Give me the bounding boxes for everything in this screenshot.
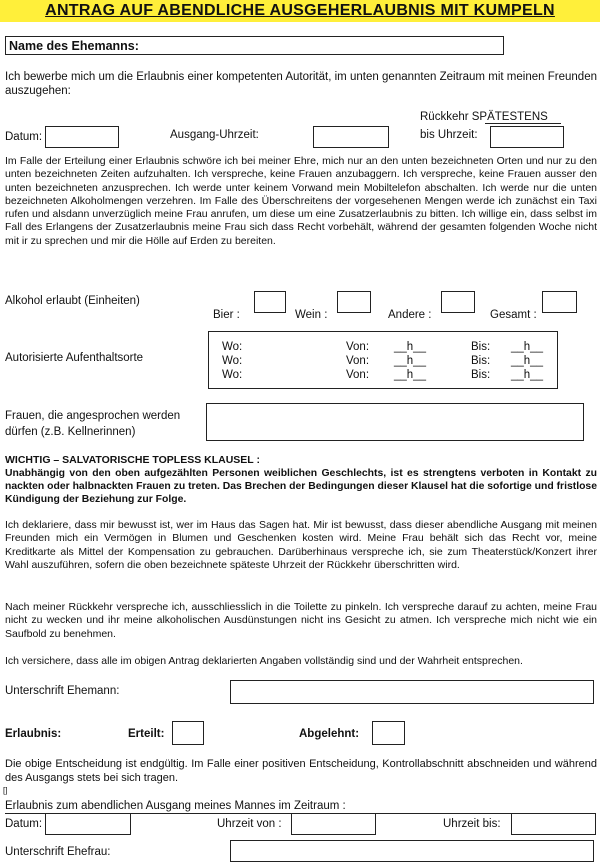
wine-label: Wein : (295, 309, 328, 321)
beer-field[interactable] (254, 291, 286, 313)
date-field[interactable] (45, 126, 119, 148)
date-label: Datum: (5, 131, 43, 143)
slip-time-from-field[interactable] (291, 813, 376, 835)
women-label-line2: dürfen (z.B. Kellnerinnen) (5, 426, 136, 438)
slip-time-to-label: Uhrzeit bis: (443, 818, 501, 830)
slip-time-from-label: Uhrzeit von : (217, 818, 282, 830)
return-time-field[interactable] (490, 126, 564, 148)
place-wo-label: Wo: (222, 355, 243, 367)
place-bis-value[interactable]: __h__ (511, 369, 543, 381)
place-von-value[interactable]: __h__ (394, 355, 426, 367)
place-wo-label: Wo: (222, 341, 243, 353)
permission-label: Erlaubnis: (5, 728, 62, 740)
granted-label: Erteilt: (128, 728, 165, 740)
final-paragraph: Die obige Entscheidung ist endgültig. Im Falle einer positiven Entscheidung, Kontrollabschnitt abschneiden und während des Ausgangs stets bei sich tragen. (5, 758, 597, 784)
other-field[interactable] (441, 291, 475, 313)
husband-name-field[interactable] (5, 36, 504, 55)
declaration-paragraph: Ich deklariere, dass mir bewusst ist, wer im Haus das Sagen hat. Mir ist bewusst, dass dieser abendliche Ausgang mit meinen Freunden mich ein Vermögen in Blumen und Geschenken kosten wird. Meine Frau behält sich das Recht vor, meine Kreditkarte als Mittel der Kompensation zu gebrauchen. Darüberhinaus verspreche ich, sie zum Theaterstück/Konzert ihrer Wahl auszuführen, sofern die oben bezeichnete späteste Uhrzeit der Rückkehr überschritten wird. (5, 519, 597, 572)
cut-mark: [] (3, 786, 8, 795)
departure-time-field[interactable] (313, 126, 389, 148)
denied-label: Abgelehnt: (299, 728, 360, 740)
return-promise-paragraph: Nach meiner Rückkehr verspreche ich, ausschliesslich in die Toilette zu pinkeln. Ich verspreche darauf zu achten, meine Frau nicht zu wecken und ihr meine alkoholischen Ausdünstungen nicht ins Gesicht zu atmen. Ich verspreche mich nicht wie ein Saufbold zu benehmen. (5, 601, 597, 640)
slip-date-field[interactable] (45, 813, 131, 835)
place-bis-value[interactable]: __h__ (511, 341, 543, 353)
alcohol-label: Alkohol erlaubt (Einheiten) (5, 295, 140, 307)
other-label: Andere : (388, 309, 432, 321)
place-bis-label: Bis: (471, 341, 491, 353)
slip-date-label: Datum: (5, 818, 43, 830)
husband-name-label: Name des Ehemanns: (9, 39, 139, 53)
clause-title: WICHTIG – SALVATORISCHE TOPLESS KLAUSEL : (5, 454, 260, 466)
husband-signature-field[interactable] (230, 680, 594, 704)
return-underline (485, 123, 561, 124)
slip-time-to-field[interactable] (511, 813, 596, 835)
place-von-value[interactable]: __h__ (394, 369, 426, 381)
return-time-label: bis Uhrzeit: (420, 129, 478, 141)
places-table[interactable] (208, 331, 558, 389)
departure-time-label: Ausgang-Uhrzeit: (170, 129, 259, 141)
place-von-value[interactable]: __h__ (394, 341, 426, 353)
husband-signature-label: Unterschrift Ehemann: (5, 685, 120, 697)
place-bis-value[interactable]: __h__ (511, 355, 543, 367)
total-label: Gesamt : (490, 309, 537, 321)
wine-field[interactable] (337, 291, 371, 313)
intro-text: Ich bewerbe mich um die Erlaubnis einer kompetenten Autorität, im unten genannten Zeitraum mit meinen Freunden auszugehen: (5, 71, 597, 97)
place-von-label: Von: (346, 341, 370, 353)
wife-signature-label: Unterschrift Ehefrau: (5, 846, 111, 858)
total-field[interactable] (542, 291, 577, 313)
granted-checkbox[interactable] (172, 721, 204, 745)
wife-signature-field[interactable] (230, 840, 594, 862)
women-label-line1: Frauen, die angesprochen werden (5, 410, 181, 422)
place-wo-label: Wo: (222, 369, 243, 381)
place-bis-label: Bis: (471, 369, 491, 381)
beer-label: Bier : (213, 309, 240, 321)
places-label: Autorisierte Aufenthaltsorte (5, 352, 144, 364)
women-field[interactable] (206, 403, 584, 441)
return-latest-label: Rückkehr SPÄTESTENS (420, 111, 548, 123)
place-von-label: Von: (346, 369, 370, 381)
place-bis-label: Bis: (471, 355, 491, 367)
place-von-label: Von: (346, 355, 370, 367)
denied-checkbox[interactable] (372, 721, 405, 745)
oath-paragraph: Im Falle der Erteilung einer Erlaubnis schwöre ich bei meiner Ehre, mich nur an den unten bezeichneten Orten und nur zu den unten bezeichneten Zeiten aufzuhalten. Ich verspreche, keine Frauen anzubaggern. Ich verspreche, keine Frauen ausser den unten bezeichneten anzusprechen. Ich werde unter keinem Vorwand mein Mobiltelefon abschalten. Ich werde nur die unten bezeichneten Alkoholmengen verzehren. Im Falle des Überschreitens der vorgesehenen Mengen werde ich zunächst ein Taxi rufen und alsdann unverzüglich meine Frau anrufen, um diese um eine Zusatzerlaubnis zu bitten. Ich willige ein, dass selbst im Fall des Erlangens der Zusatzerlaubnis meine Frau sich dass Recht vorbehält, während der gesamten folgenden Woche nicht mit ir zu sprechen und mir die Hölle auf Erden zu bereiten. (5, 155, 597, 247)
clause-text: Unabhängig von den oben aufgezählten Personen weiblichen Geschlechts, ist es strengtens verboten in Kontakt zu nackten oder halbnackten Frauen zu treten. Das Brechen der Bedingungen dieser Klausel hat die sofortige und fristlose Kündigung der Beziehung zur Folge. (5, 468, 597, 506)
form-title: ANTRAG AUF ABENDLICHE AUSGEHERLAUBNIS MIT KUMPELN (0, 0, 600, 22)
assurance-text: Ich versichere, dass alle im obigen Antrag deklarierten Angaben vollständig sind und der Wahrheit entsprechen. (5, 655, 523, 667)
slip-heading: Erlaubnis zum abendlichen Ausgang meines Mannes im Zeitraum : (5, 800, 346, 812)
